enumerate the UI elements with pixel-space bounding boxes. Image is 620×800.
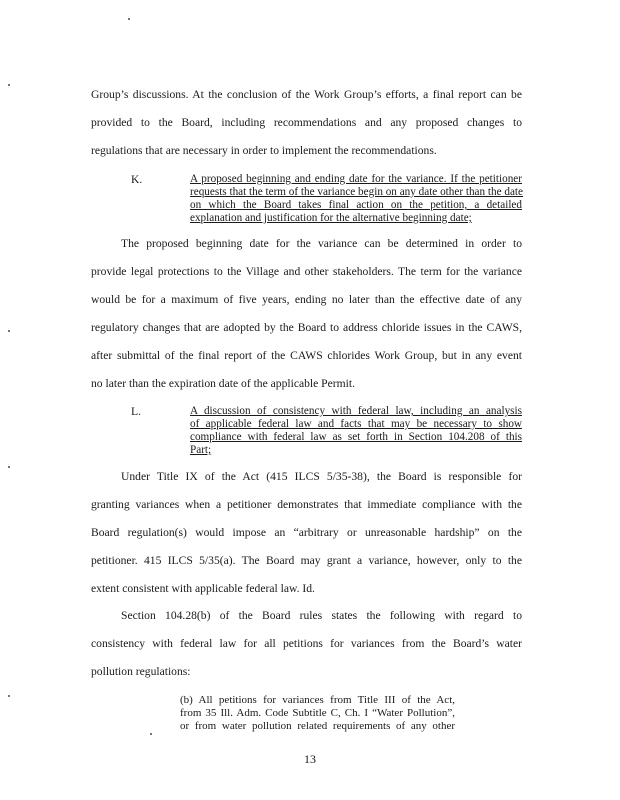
scan-speck (150, 733, 152, 735)
item-k-line: explanation and justification for the alternative beginning date; (190, 212, 472, 224)
paragraph-line: would be for a maximum of five years, ending no later than the effective date of any (91, 293, 522, 306)
item-l-label: L. (131, 405, 141, 418)
paragraph-line: granting variances when a petitioner demonstrates that immediate compliance with the (91, 498, 522, 511)
paragraph-line: Group’s discussions. At the conclusion of the Work Group’s efforts, a final report can be (91, 88, 522, 101)
scan-speck (8, 330, 10, 332)
paragraph-line: pollution regulations: (91, 665, 191, 678)
scan-speck (8, 84, 10, 86)
item-k-line: on which the Board takes final action on the petition, a detailed (190, 199, 522, 211)
paragraph-line: The proposed beginning date for the variance can be determined in order to (121, 237, 522, 250)
paragraph-line: Section 104.28(b) of the Board rules states the following with regard to (121, 609, 522, 622)
paragraph-line: Under Title IX of the Act (415 ILCS 5/35-38), the Board is responsible for (121, 470, 522, 483)
paragraph-line: extent consistent with applicable federal law. Id. (91, 582, 315, 595)
item-l-line: A discussion of consistency with federal law, including an analysis (190, 405, 522, 417)
paragraph-line: petitioner. 415 ILCS 5/35(a). The Board may grant a variance, however, only to the (91, 554, 522, 567)
scan-speck (8, 695, 10, 697)
scan-speck (8, 466, 10, 468)
item-l-line: of applicable federal law and facts that may be necessary to show (190, 418, 522, 430)
quote-line: or from water pollution related requirements of any other (180, 720, 455, 732)
page-number: 13 (304, 752, 316, 766)
paragraph-line: consistency with federal law for all petitions for variances from the Board’s water (91, 637, 522, 650)
item-l-line: Part; (190, 444, 212, 456)
paragraph-line: provided to the Board, including recommendations and any proposed changes to (91, 116, 522, 129)
item-k-line: requests that the term of the variance begin on any date other than the date (190, 186, 524, 198)
scan-speck (128, 18, 130, 20)
quote-line: from 35 Ill. Adm. Code Subtitle C, Ch. I “Water Pollution”, (180, 707, 455, 719)
paragraph-line: no later than the expiration date of the applicable Permit. (91, 377, 355, 390)
item-k-line: A proposed beginning and ending date for the variance. If the petitioner (190, 173, 522, 185)
paragraph-line: after submittal of the final report of the CAWS chlorides Work Group, but in any event (91, 349, 522, 362)
paragraph-line: regulatory changes that are adopted by the Board to address chloride issues in the CAWS, (91, 321, 522, 334)
item-k-label: K. (131, 173, 143, 186)
item-l-line: compliance with federal law as set forth in Section 104.208 of this (190, 431, 522, 443)
paragraph-line: provide legal protections to the Village and other stakeholders. The term for the variance (91, 265, 522, 278)
paragraph-line: regulations that are necessary in order to implement the recommendations. (91, 144, 437, 157)
quote-line: (b) All petitions for variances from Title III of the Act, (180, 694, 455, 706)
paragraph-line: Board regulation(s) would impose an “arbitrary or unreasonable hardship” on the (91, 526, 522, 539)
